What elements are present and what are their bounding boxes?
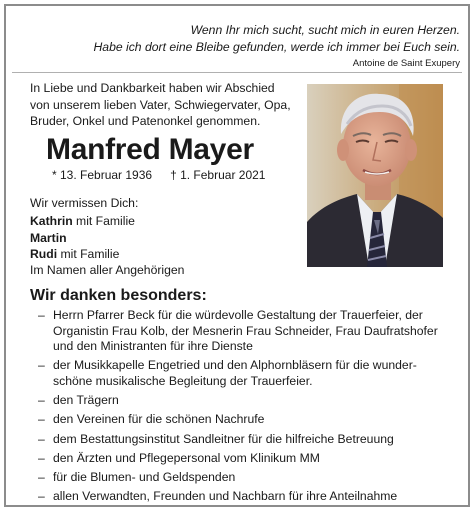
list-item-line: allen Verwandten, Freunden und Nachbarn für ihre Anteilnahme <box>53 489 398 504</box>
list-item <box>38 432 448 448</box>
quote-block <box>20 22 460 71</box>
list-item-line: und den Ministranten für ihre Dienste <box>53 339 253 354</box>
deceased-name: Manfred Mayer <box>46 133 254 166</box>
mourner-name: Rudi <box>30 246 58 261</box>
list-dash: – <box>38 489 45 504</box>
list-item <box>38 451 448 467</box>
list-dash: – <box>38 431 45 446</box>
mourners-block <box>30 195 290 278</box>
birth-date: * 13. Februar 1936 <box>52 168 153 182</box>
list-item-line: der Musikkapelle Engetried und den Alphornbläsern für die wunder- <box>53 358 417 373</box>
list-dash: – <box>38 469 45 484</box>
intro-line: von unserem lieben Vater, Schwiegervater, Opa, <box>30 97 291 112</box>
portrait-photo <box>307 84 443 267</box>
list-dash: – <box>38 450 45 465</box>
intro-text <box>30 80 305 130</box>
list-item-line: Herrn Pfarrer Beck für die würdevolle Gestaltung der Trauerfeier, der <box>53 308 423 322</box>
list-item-line: Organistin Frau Kolb, der Mesnerin Frau Schneider, Frau Daufratshofer <box>53 323 438 338</box>
list-dash: – <box>38 412 45 427</box>
list-item-line: den Trägern <box>53 393 119 408</box>
list-item <box>38 358 448 389</box>
quote-line: Habe ich dort eine Bleibe gefunden, werde ich immer bei Euch sein. <box>93 40 460 54</box>
list-item-line: schöne musikalische Begleitung der Trauerfeier. <box>53 373 313 388</box>
quote-line: Wenn Ihr mich sucht, sucht mich in euren Herzen. <box>190 23 460 37</box>
intro-line: In Liebe und Dankbarkeit haben wir Abschied <box>30 81 275 95</box>
death-date: † 1. Februar 2021 <box>170 168 266 182</box>
mourner-entry <box>30 230 290 246</box>
mourner-entry <box>30 246 290 262</box>
list-item <box>38 489 448 505</box>
list-item <box>38 308 448 355</box>
portrait-illustration <box>307 84 443 267</box>
mourner-suffix: mit Familie <box>57 246 120 261</box>
list-item-line: den Ärzten und Pflegepersonal vom Klinikum MM <box>53 450 320 465</box>
mourners-heading: Wir vermissen Dich: <box>30 196 139 210</box>
mourner-name: Kathrin <box>30 214 73 229</box>
list-item-line: den Vereinen für die schönen Nachrufe <box>53 412 265 427</box>
mourners-closing: Im Namen aller Angehörigen <box>30 263 185 278</box>
thanks-heading: Wir danken besonders: <box>30 287 207 304</box>
mourner-name: Martin <box>30 230 67 245</box>
mourner-suffix: mit Familie <box>72 214 135 229</box>
list-dash: – <box>38 358 45 373</box>
divider <box>12 72 462 73</box>
list-item <box>38 470 448 486</box>
list-item-line: dem Bestattungsinstitut Sandleitner für die hilfreiche Betreuung <box>53 431 394 446</box>
list-item-line: für die Blumen- und Geldspenden <box>53 469 236 484</box>
life-dates <box>52 167 312 183</box>
list-item <box>38 412 448 428</box>
list-dash: – <box>38 308 45 322</box>
mourner-entry <box>30 213 290 229</box>
intro-line: Bruder, Onkel und Patenonkel genommen. <box>30 114 261 128</box>
quote-author: Antoine de Saint Exupery <box>352 58 460 69</box>
list-item <box>38 393 448 409</box>
thanks-list <box>38 308 448 508</box>
list-dash: – <box>38 393 45 408</box>
